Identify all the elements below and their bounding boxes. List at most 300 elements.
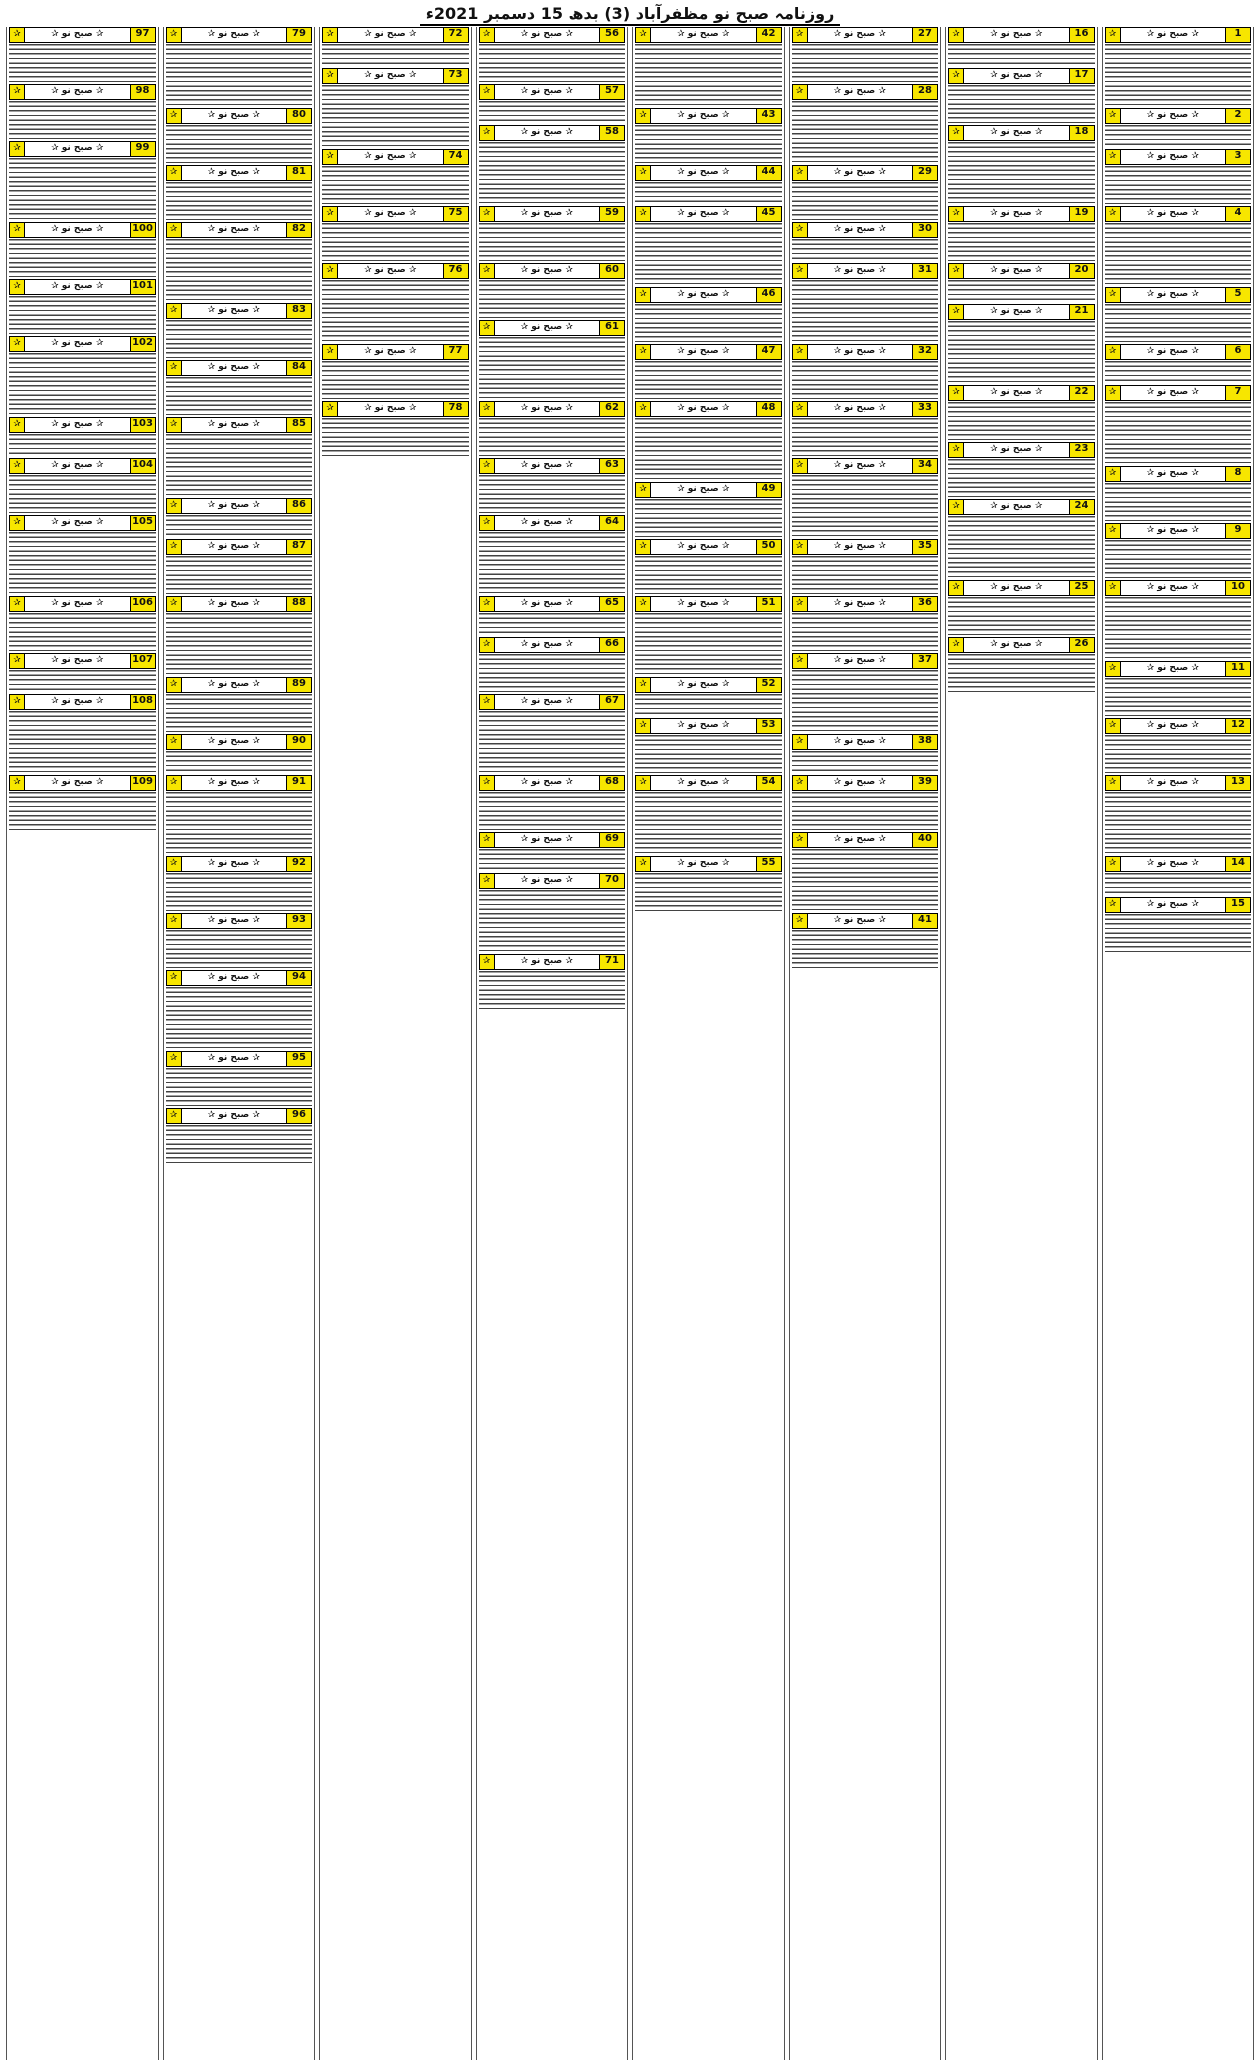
- item-label: ✰ صبح نو ✰: [1146, 858, 1199, 868]
- classified-item: [479, 84, 626, 123]
- item-header: [792, 222, 939, 238]
- item-label: ✰ صبح نو ✰: [520, 777, 573, 787]
- item-label: ✰ صبح نو ✰: [207, 110, 260, 120]
- item-body-text-lines: [948, 459, 1095, 497]
- item-number: 93: [286, 914, 311, 928]
- item-mark-icon: ✰: [167, 361, 182, 375]
- classified-item: [479, 458, 626, 513]
- item-label: ✰ صبح نو ✰: [207, 858, 260, 868]
- item-body-text-lines: [1105, 402, 1252, 464]
- item-label: ✰ صبح نو ✰: [207, 224, 260, 234]
- item-mark-icon: ✰: [949, 126, 964, 140]
- item-number: 56: [599, 28, 624, 42]
- item-body-text-lines: [635, 694, 782, 716]
- item-body-text-lines: [322, 85, 469, 147]
- item-body-text-lines: [479, 223, 626, 261]
- item-number: 6: [1225, 345, 1250, 359]
- classified-item: [479, 637, 626, 692]
- item-header: [1105, 523, 1252, 539]
- item-header: [322, 149, 469, 165]
- item-body-text-lines: [792, 556, 939, 594]
- item-mark-icon: ✰: [167, 1052, 182, 1066]
- column-7: [163, 27, 316, 2060]
- item-mark-icon: ✰: [480, 695, 495, 709]
- item-mark-icon: ✰: [636, 345, 651, 359]
- classified-item: [1105, 523, 1252, 578]
- item-mark-icon: ✰: [323, 345, 338, 359]
- classified-item: [792, 222, 939, 261]
- classified-item: [9, 417, 156, 456]
- item-label: ✰ صبح نو ✰: [364, 29, 417, 39]
- item-number: 65: [599, 597, 624, 611]
- classified-item: [635, 108, 782, 163]
- item-number: 50: [756, 540, 781, 554]
- item-label: ✰ صبح نو ✰: [1146, 29, 1199, 39]
- item-header: [479, 458, 626, 474]
- item-body-text-lines: [948, 280, 1095, 302]
- item-label: ✰ صبح نو ✰: [51, 598, 104, 608]
- item-number: 48: [756, 402, 781, 416]
- classified-item: [948, 27, 1095, 66]
- item-number: 101: [130, 280, 155, 294]
- item-header: [792, 596, 939, 612]
- classified-item: [479, 694, 626, 773]
- item-mark-icon: ✰: [793, 402, 808, 416]
- classified-item: [9, 653, 156, 692]
- item-header: [166, 539, 313, 555]
- item-header: [635, 775, 782, 791]
- item-number: 100: [130, 223, 155, 237]
- classified-item: [166, 498, 313, 537]
- item-label: ✰ صبح نو ✰: [990, 639, 1043, 649]
- item-number: 75: [443, 207, 468, 221]
- item-header: [9, 279, 156, 295]
- item-body-text-lines: [9, 792, 156, 830]
- item-body-text-lines: [792, 44, 939, 82]
- item-label: ✰ صبح نو ✰: [520, 403, 573, 413]
- item-mark-icon: ✰: [793, 833, 808, 847]
- item-label: ✰ صبح نو ✰: [833, 777, 886, 787]
- item-body-text-lines: [322, 361, 469, 399]
- item-label: ✰ صبح نو ✰: [207, 541, 260, 551]
- classified-item: [479, 596, 626, 635]
- item-body-text-lines: [635, 304, 782, 342]
- item-header: [322, 68, 469, 84]
- item-number: 44: [756, 166, 781, 180]
- item-number: 64: [599, 516, 624, 530]
- item-label: ✰ صبح نو ✰: [1146, 346, 1199, 356]
- item-label: ✰ صبح نو ✰: [51, 460, 104, 470]
- item-header: [479, 596, 626, 612]
- item-body-text-lines: [9, 353, 156, 415]
- item-label: ✰ صبح نو ✰: [677, 403, 730, 413]
- classified-item: [1105, 149, 1252, 204]
- item-number: 59: [599, 207, 624, 221]
- item-mark-icon: ✰: [949, 69, 964, 83]
- item-label: ✰ صبح نو ✰: [833, 167, 886, 177]
- item-body-text-lines: [166, 556, 313, 594]
- item-body-text-lines: [948, 402, 1095, 440]
- item-body-text-lines: [635, 556, 782, 594]
- item-body-text-lines: [166, 930, 313, 968]
- item-body-text-lines: [479, 613, 626, 635]
- item-mark-icon: ✰: [10, 654, 25, 668]
- item-mark-icon: ✰: [793, 654, 808, 668]
- item-body-text-lines: [1105, 540, 1252, 578]
- item-label: ✰ صبح نو ✰: [833, 265, 886, 275]
- item-mark-icon: ✰: [793, 345, 808, 359]
- item-mark-icon: ✰: [949, 386, 964, 400]
- item-number: 19: [1069, 207, 1094, 221]
- item-body-text-lines: [792, 280, 939, 342]
- item-mark-icon: ✰: [636, 483, 651, 497]
- item-number: 42: [756, 28, 781, 42]
- item-number: 24: [1069, 500, 1094, 514]
- item-mark-icon: ✰: [1106, 857, 1121, 871]
- item-number: 107: [130, 654, 155, 668]
- item-mark-icon: ✰: [636, 28, 651, 42]
- item-number: 94: [286, 971, 311, 985]
- item-body-text-lines: [635, 418, 782, 480]
- item-header: [9, 27, 156, 43]
- item-label: ✰ صبح نو ✰: [1146, 663, 1199, 673]
- item-body-text-lines: [479, 337, 626, 399]
- classified-item: [166, 27, 313, 106]
- classified-item: [166, 303, 313, 358]
- item-header: [948, 499, 1095, 515]
- item-number: 85: [286, 418, 311, 432]
- item-label: ✰ صبح نو ✰: [520, 208, 573, 218]
- item-label: ✰ صبح نو ✰: [51, 143, 104, 153]
- item-header: [948, 27, 1095, 43]
- item-mark-icon: ✰: [10, 337, 25, 351]
- classified-item: [635, 482, 782, 537]
- item-header: [9, 775, 156, 791]
- item-number: 95: [286, 1052, 311, 1066]
- classified-item: [166, 734, 313, 773]
- item-header: [9, 141, 156, 157]
- item-mark-icon: ✰: [636, 402, 651, 416]
- item-number: 41: [912, 914, 937, 928]
- item-mark-icon: ✰: [949, 638, 964, 652]
- item-mark-icon: ✰: [949, 443, 964, 457]
- classified-item: [948, 68, 1095, 123]
- item-label: ✰ صبح نو ✰: [520, 460, 573, 470]
- item-body-text-lines: [9, 296, 156, 334]
- item-mark-icon: ✰: [636, 719, 651, 733]
- classified-item: [1105, 856, 1252, 895]
- item-body-text-lines: [322, 44, 469, 66]
- item-header: [792, 344, 939, 360]
- item-header: [792, 401, 939, 417]
- classified-item: [948, 304, 1095, 383]
- item-number: 2: [1225, 109, 1250, 123]
- item-mark-icon: ✰: [636, 678, 651, 692]
- item-label: ✰ صبح نو ✰: [520, 265, 573, 275]
- item-label: ✰ صبح نو ✰: [51, 419, 104, 429]
- item-label: ✰ صبح نو ✰: [364, 70, 417, 80]
- item-body-text-lines: [948, 142, 1095, 204]
- item-label: ✰ صبح نو ✰: [990, 70, 1043, 80]
- item-body-text-lines: [166, 1125, 313, 1163]
- item-number: 46: [756, 288, 781, 302]
- item-header: [479, 832, 626, 848]
- item-label: ✰ صبح نو ✰: [833, 403, 886, 413]
- item-body-text-lines: [792, 418, 939, 456]
- column-1: [1102, 27, 1255, 2060]
- classified-item: [9, 222, 156, 277]
- item-mark-icon: ✰: [480, 459, 495, 473]
- item-header: [322, 27, 469, 43]
- item-body-text-lines: [166, 873, 313, 911]
- column-5: [476, 27, 629, 2060]
- item-label: ✰ صبح نو ✰: [677, 720, 730, 730]
- item-mark-icon: ✰: [480, 638, 495, 652]
- item-body-text-lines: [9, 101, 156, 139]
- item-header: [792, 263, 939, 279]
- classified-item: [635, 165, 782, 204]
- item-body-text-lines: [166, 320, 313, 358]
- item-header: [166, 222, 313, 238]
- classified-item: [9, 279, 156, 334]
- item-body-text-lines: [322, 280, 469, 342]
- item-label: ✰ صبح نو ✰: [207, 972, 260, 982]
- classified-item: [792, 539, 939, 594]
- item-body-text-lines: [166, 182, 313, 220]
- item-mark-icon: ✰: [10, 418, 25, 432]
- classified-item: [948, 580, 1095, 635]
- item-mark-icon: ✰: [1106, 524, 1121, 538]
- item-header: [1105, 287, 1252, 303]
- item-number: 53: [756, 719, 781, 733]
- item-header: [166, 303, 313, 319]
- item-header: [792, 653, 939, 669]
- item-number: 74: [443, 150, 468, 164]
- item-label: ✰ صبح نو ✰: [833, 224, 886, 234]
- item-label: ✰ صبح نو ✰: [1146, 582, 1199, 592]
- item-mark-icon: ✰: [636, 776, 651, 790]
- item-mark-icon: ✰: [793, 735, 808, 749]
- item-body-text-lines: [479, 849, 626, 871]
- item-label: ✰ صبح نو ✰: [677, 110, 730, 120]
- item-label: ✰ صبح نو ✰: [520, 696, 573, 706]
- classified-item: [1105, 775, 1252, 854]
- item-label: ✰ صبح نو ✰: [677, 29, 730, 39]
- item-mark-icon: ✰: [793, 540, 808, 554]
- classified-item: [479, 206, 626, 261]
- item-number: 49: [756, 483, 781, 497]
- item-label: ✰ صبح نو ✰: [990, 306, 1043, 316]
- item-body-text-lines: [479, 101, 626, 123]
- item-number: 67: [599, 695, 624, 709]
- item-body-text-lines: [1105, 166, 1252, 204]
- item-header: [1105, 466, 1252, 482]
- item-label: ✰ صبح نو ✰: [51, 29, 104, 39]
- item-label: ✰ صبح نو ✰: [51, 224, 104, 234]
- item-label: ✰ صبح نو ✰: [833, 29, 886, 39]
- item-header: [322, 206, 469, 222]
- item-number: 26: [1069, 638, 1094, 652]
- item-number: 106: [130, 597, 155, 611]
- item-body-text-lines: [1105, 125, 1252, 147]
- item-number: 3: [1225, 150, 1250, 164]
- item-number: 62: [599, 402, 624, 416]
- item-header: [166, 360, 313, 376]
- item-body-text-lines: [479, 142, 626, 204]
- classified-item: [635, 344, 782, 399]
- masthead: [0, 4, 1260, 26]
- item-mark-icon: ✰: [949, 305, 964, 319]
- item-header: [166, 498, 313, 514]
- item-number: 55: [756, 857, 781, 871]
- item-mark-icon: ✰: [480, 402, 495, 416]
- item-body-text-lines: [792, 930, 939, 968]
- item-number: 14: [1225, 857, 1250, 871]
- item-header: [479, 206, 626, 222]
- item-header: [948, 68, 1095, 84]
- item-mark-icon: ✰: [323, 264, 338, 278]
- item-body-text-lines: [792, 239, 939, 261]
- item-mark-icon: ✰: [10, 223, 25, 237]
- item-body-text-lines: [166, 751, 313, 773]
- column-4: [632, 27, 785, 2060]
- item-label: ✰ صبح نو ✰: [51, 281, 104, 291]
- item-header: [479, 873, 626, 889]
- item-number: 82: [286, 223, 311, 237]
- item-body-text-lines: [9, 532, 156, 594]
- item-body-text-lines: [1105, 361, 1252, 383]
- classified-item: [948, 385, 1095, 440]
- item-body-text-lines: [1105, 914, 1252, 952]
- item-header: [792, 84, 939, 100]
- item-body-text-lines: [635, 792, 782, 854]
- item-mark-icon: ✰: [480, 597, 495, 611]
- classified-item: [635, 775, 782, 854]
- item-label: ✰ صبح نو ✰: [364, 265, 417, 275]
- item-header: [166, 417, 313, 433]
- item-mark-icon: ✰: [10, 516, 25, 530]
- classified-item: [9, 336, 156, 415]
- item-label: ✰ صبح نو ✰: [520, 517, 573, 527]
- item-header: [166, 596, 313, 612]
- item-body-text-lines: [948, 44, 1095, 66]
- item-header: [9, 653, 156, 669]
- item-body-text-lines: [479, 44, 626, 82]
- column-8: [6, 27, 159, 2060]
- item-header: [1105, 661, 1252, 677]
- item-body-text-lines: [635, 613, 782, 675]
- classified-item: [792, 653, 939, 732]
- item-body-text-lines: [792, 792, 939, 830]
- classified-item: [1105, 580, 1252, 659]
- item-label: ✰ صبح نو ✰: [990, 265, 1043, 275]
- item-number: 9: [1225, 524, 1250, 538]
- classified-item: [1105, 206, 1252, 285]
- item-mark-icon: ✰: [480, 516, 495, 530]
- item-number: 108: [130, 695, 155, 709]
- item-mark-icon: ✰: [323, 207, 338, 221]
- classified-item: [635, 206, 782, 285]
- item-label: ✰ صبح نو ✰: [520, 127, 573, 137]
- item-label: ✰ صبح نو ✰: [207, 598, 260, 608]
- classified-item: [792, 775, 939, 830]
- item-header: [166, 108, 313, 124]
- classified-item: [792, 913, 939, 968]
- item-number: 86: [286, 499, 311, 513]
- item-header: [1105, 206, 1252, 222]
- item-body-text-lines: [9, 44, 156, 82]
- classified-item: [635, 677, 782, 716]
- item-label: ✰ صبح نو ✰: [1146, 387, 1199, 397]
- item-number: 45: [756, 207, 781, 221]
- item-header: [635, 596, 782, 612]
- classified-item: [322, 206, 469, 261]
- item-label: ✰ صبح نو ✰: [1146, 468, 1199, 478]
- item-number: 16: [1069, 28, 1094, 42]
- item-mark-icon: ✰: [1106, 288, 1121, 302]
- classified-item: [948, 499, 1095, 578]
- classified-item: [948, 125, 1095, 204]
- item-header: [479, 515, 626, 531]
- item-mark-icon: ✰: [323, 69, 338, 83]
- item-body-text-lines: [1105, 792, 1252, 854]
- item-header: [635, 718, 782, 734]
- classified-item: [792, 84, 939, 163]
- classified-item: [322, 263, 469, 342]
- item-label: ✰ صبح نو ✰: [833, 541, 886, 551]
- item-header: [479, 637, 626, 653]
- item-header: [792, 775, 939, 791]
- item-mark-icon: ✰: [636, 857, 651, 871]
- item-mark-icon: ✰: [10, 459, 25, 473]
- item-number: 4: [1225, 207, 1250, 221]
- item-body-text-lines: [166, 44, 313, 106]
- item-mark-icon: ✰: [167, 540, 182, 554]
- item-header: [322, 263, 469, 279]
- item-mark-icon: ✰: [949, 264, 964, 278]
- item-body-text-lines: [635, 873, 782, 911]
- item-mark-icon: ✰: [167, 735, 182, 749]
- item-label: ✰ صبح نو ✰: [1146, 777, 1199, 787]
- item-header: [792, 539, 939, 555]
- classified-item: [635, 718, 782, 773]
- item-number: 61: [599, 321, 624, 335]
- item-label: ✰ صبح نو ✰: [833, 655, 886, 665]
- classified-item: [792, 344, 939, 399]
- item-mark-icon: ✰: [167, 678, 182, 692]
- item-label: ✰ صبح نو ✰: [677, 598, 730, 608]
- item-body-text-lines: [948, 597, 1095, 635]
- item-label: ✰ صبح نو ✰: [677, 541, 730, 551]
- classified-item: [1105, 466, 1252, 521]
- item-body-text-lines: [792, 849, 939, 911]
- item-header: [479, 775, 626, 791]
- item-mark-icon: ✰: [167, 597, 182, 611]
- item-mark-icon: ✰: [636, 288, 651, 302]
- classified-item: [166, 222, 313, 301]
- item-header: [948, 304, 1095, 320]
- item-body-text-lines: [322, 223, 469, 261]
- item-number: 102: [130, 337, 155, 351]
- item-number: 25: [1069, 581, 1094, 595]
- classified-item: [1105, 897, 1252, 952]
- item-number: 38: [912, 735, 937, 749]
- item-number: 40: [912, 833, 937, 847]
- item-mark-icon: ✰: [167, 166, 182, 180]
- item-body-text-lines: [479, 475, 626, 513]
- item-label: ✰ صبح نو ✰: [207, 29, 260, 39]
- classified-item: [1105, 27, 1252, 106]
